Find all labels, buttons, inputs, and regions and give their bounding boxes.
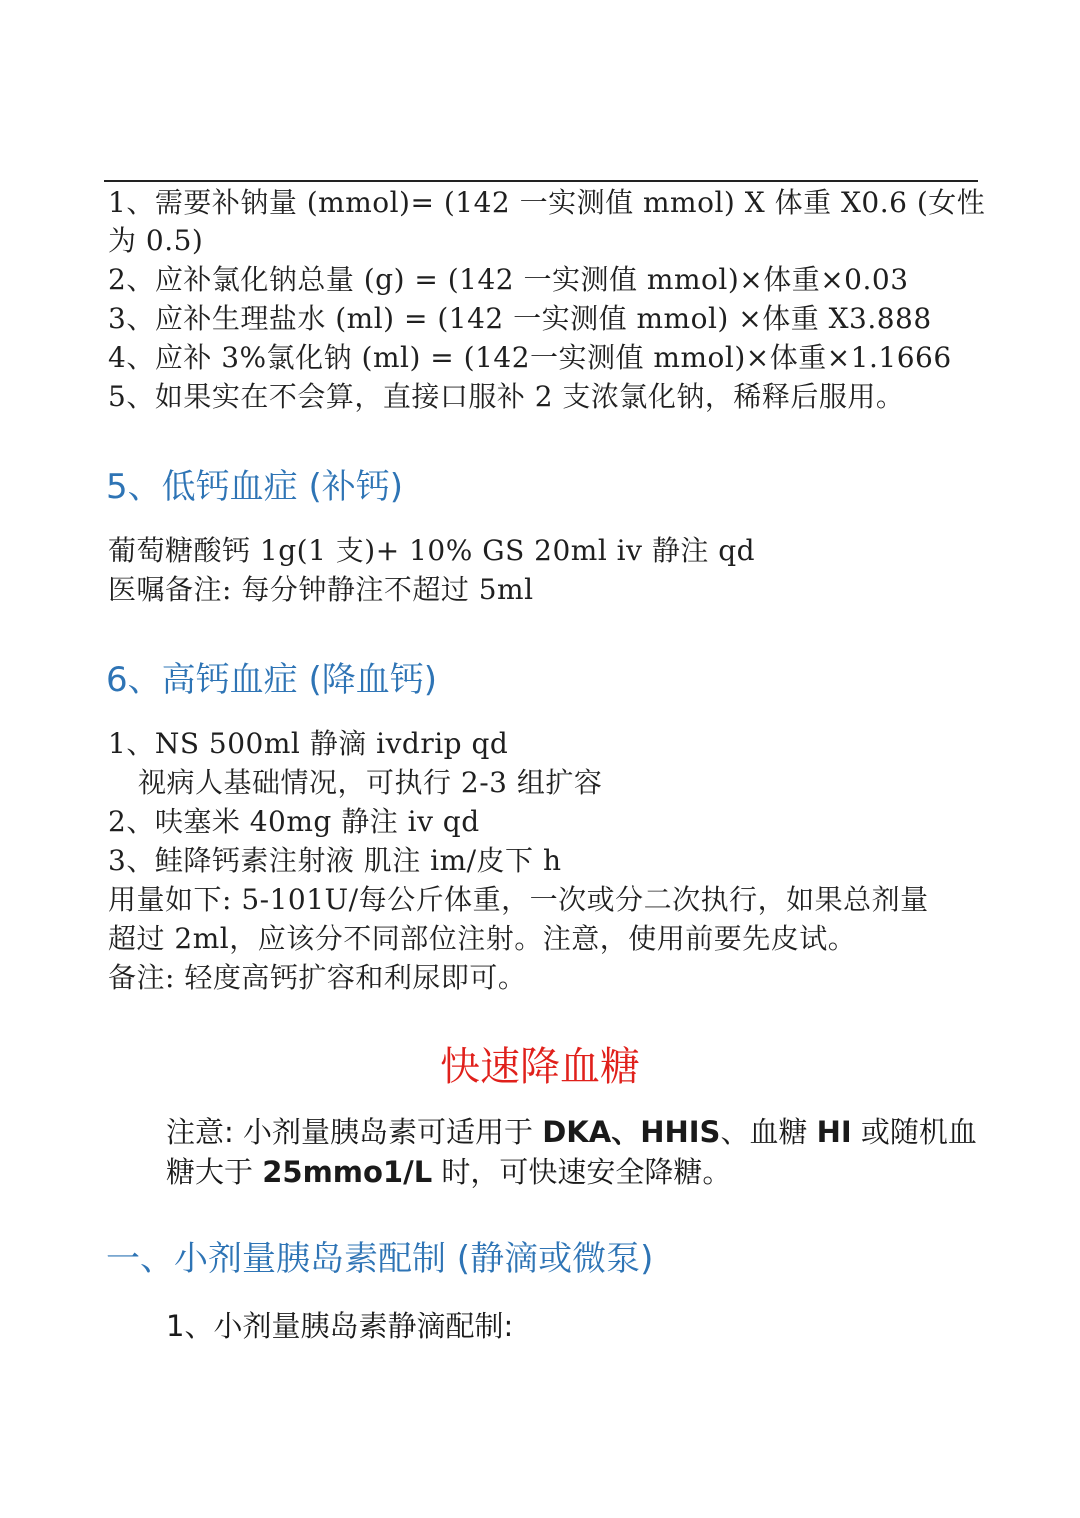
hypercalcemia-line-4: 用量如下: 5-101U/每公斤体重，一次或分二次执行，如果总剂量 [108,883,929,916]
hypocalcemia-line-2: 医嘱备注: 每分钟静注不超过 5ml [108,573,534,606]
insulin-item-1: 1、小剂量胰岛素静滴配制: [166,1309,514,1343]
note-text: 糖大于 [166,1155,263,1189]
note-bold-term: HI [816,1115,852,1149]
insulin-subheading: 一、小剂量胰岛素配制 (静滴或微泵) [106,1239,654,1279]
hypocalcemia-line-1: 葡萄糖酸钙 1g(1 支)+ 10% GS 20ml iv 静注 qd [108,534,756,567]
note-text: 注意: 小剂量胰岛素可适用于 [166,1115,543,1149]
hypercalcemia-line-6: 备注: 轻度高钙扩容和利尿即可。 [108,961,527,994]
note-text: 或随机血 [851,1115,977,1149]
glucose-section-title: 快速降血糖 [440,1044,640,1090]
note-bold-term: DKA、HHIS [542,1115,721,1149]
sodium-line-1-cont: 为 0.5) [108,224,204,257]
glucose-note-line-1 [166,1112,977,1152]
hypocalcemia-heading: 5、低钙血症 (补钙) [106,467,403,507]
sodium-line-1: 1、需要补钠量 (mmol)= (142 一实测值 mmol) X 体重 X0.6 (女性 [108,186,986,219]
sodium-line-5: 5、如果实在不会算，直接口服补 2 支浓氯化钠，稀释后服用。 [108,380,905,413]
top-divider-rule [104,180,978,182]
note-text: 时，可快速安全降糖。 [432,1155,732,1189]
sodium-line-4: 4、应补 3%氯化钠 (ml) = (142一实测值 mmol)×体重×1.1666 [108,341,952,374]
glucose-note-line-2 [166,1152,731,1192]
hypercalcemia-line-1: 1、NS 500ml 静滴 ivdrip qd [108,727,509,760]
hypercalcemia-line-5: 超过 2ml，应该分不同部位注射。注意，使用前要先皮试。 [108,922,857,955]
sodium-line-2: 2、应补氯化钠总量 (g) = (142 一实测值 mmol)×体重×0.03 [108,263,909,296]
hypercalcemia-line-2: 2、呋塞米 40mg 静注 iv qd [108,805,480,838]
note-text: 、血糖 [720,1115,817,1149]
hypercalcemia-line-1-note: 视病人基础情况，可执行 2-3 组扩容 [138,766,603,799]
hypercalcemia-line-3: 3、鲑降钙素注射液 肌注 im/皮下 h [108,844,562,877]
sodium-line-3: 3、应补生理盐水 (ml) = (142 一实测值 mmol) ×体重 X3.888 [108,302,932,335]
hypercalcemia-heading: 6、高钙血症 (降血钙) [106,660,437,700]
note-bold-term: 25mmo1/L [262,1155,433,1189]
